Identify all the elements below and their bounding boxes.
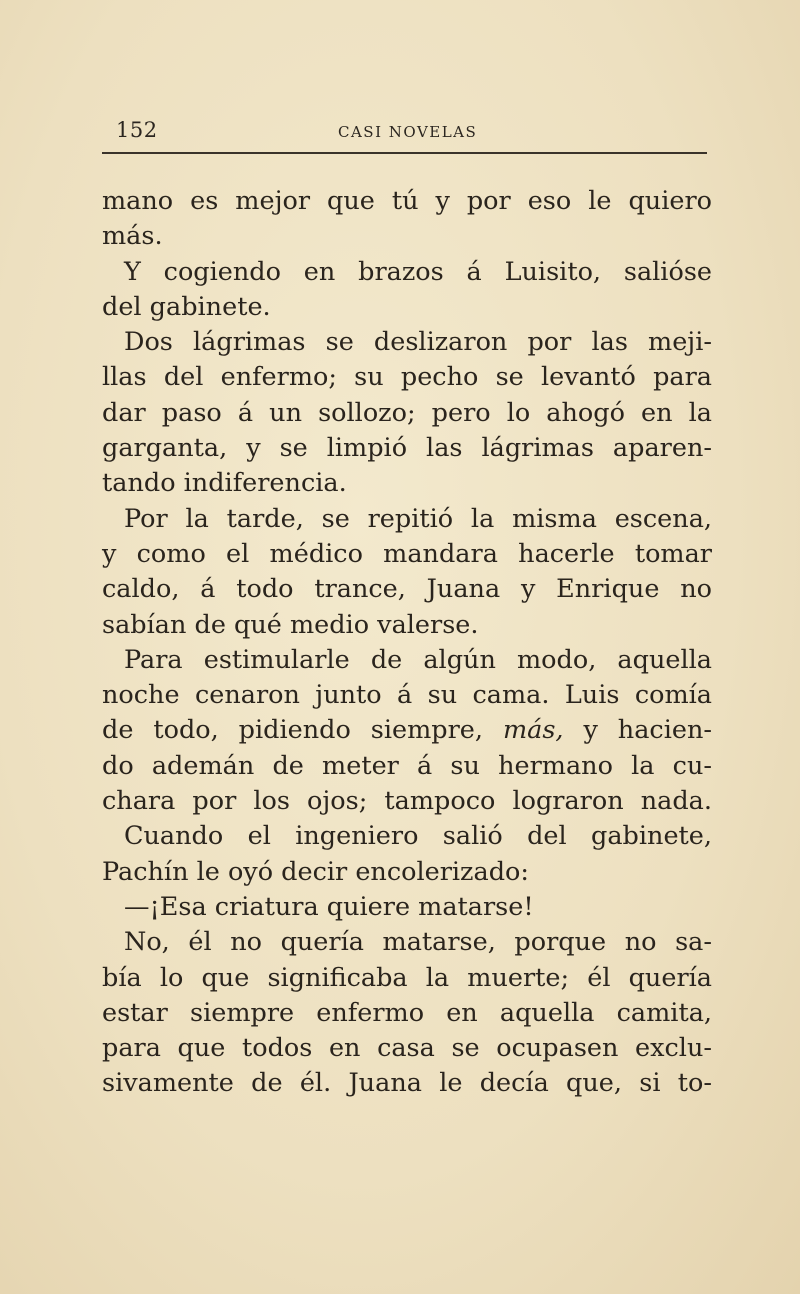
text-line: Pachín le oyó decir encolerizado: — [102, 856, 529, 887]
text-line: del gabinete. — [102, 291, 271, 322]
text-line: Cuando el ingeniero salió del gabinete, — [124, 821, 712, 852]
page-number: 152 — [116, 118, 158, 142]
text-line: estar siempre enfermo en aquella camita, — [102, 997, 712, 1028]
text-line: sivamente de él. Juana le decía que, si to- — [102, 1068, 712, 1099]
text-line: —¡Esa criatura quiere matarse! — [124, 891, 534, 922]
text-segment: y hacien- — [563, 715, 712, 746]
body-text — [102, 184, 712, 1102]
text-line: dar paso á un sollozo; pero lo ahogó en la — [102, 397, 712, 428]
emphasized-word: más, — [502, 715, 564, 746]
text-line: más. — [102, 221, 163, 252]
text-line: do ademán de meter á su hermano la cu- — [102, 750, 712, 781]
text-line: y como el médico mandara hacerle tomar — [102, 538, 712, 569]
text-line — [102, 713, 712, 748]
text-line: llas del enfermo; su pecho se levantó para — [102, 362, 712, 393]
text-line: Por la tarde, se repitió la misma escena, — [124, 503, 712, 534]
running-title: CASI NOVELAS — [338, 123, 478, 141]
header-rule — [102, 152, 707, 154]
text-line: bía lo que significaba la muerte; él quería — [102, 962, 712, 993]
text-line: noche cenaron junto á su cama. Luis comía — [102, 680, 712, 711]
text-line: chara por los ojos; tampoco lograron nada. — [102, 786, 712, 817]
text-line: Para estimularle de algún modo, aquella — [124, 644, 712, 675]
text-line: mano es mejor que tú y por eso le quiero — [102, 186, 712, 216]
text-line: caldo, á todo trance, Juana y Enrique no — [102, 574, 712, 605]
text-segment: de todo, pidiendo siempre, — [102, 715, 503, 746]
text-line: Dos lágrimas se deslizaron por las meji- — [124, 327, 712, 358]
text-line: Y cogiendo en brazos á Luisito, salióse — [124, 256, 712, 287]
text-line: garganta, y se limpió las lágrimas aparen- — [102, 433, 712, 464]
text-line: No, él no quería matarse, porque no sa- — [124, 927, 712, 958]
text-line: tando indiferencia. — [102, 468, 347, 499]
page-header — [102, 118, 707, 148]
text-line: para que todos en casa se ocupasen exclu- — [102, 1033, 712, 1064]
text-line: sabían de qué medio valerse. — [102, 609, 479, 640]
